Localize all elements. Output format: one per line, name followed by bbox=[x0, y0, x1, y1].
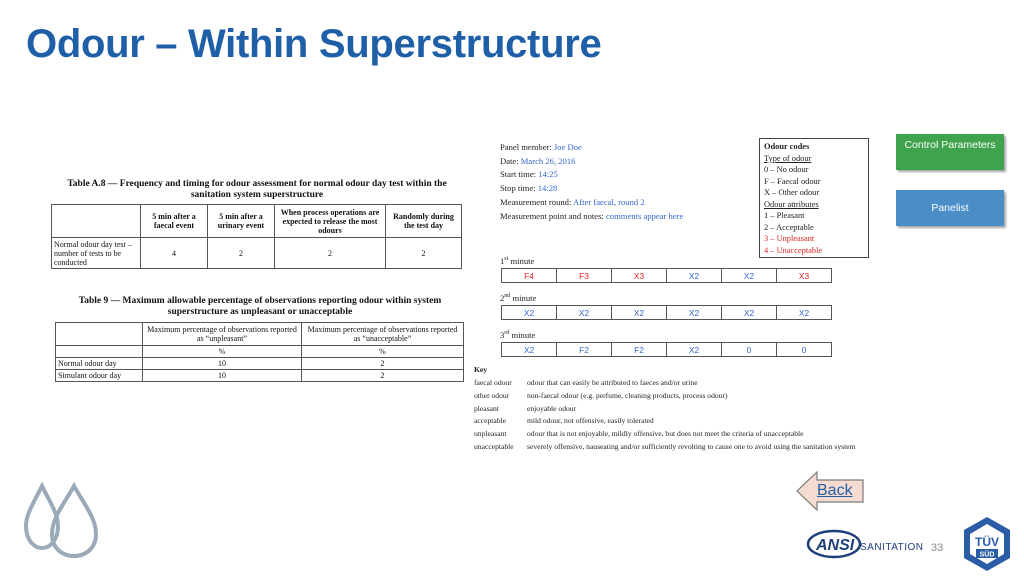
start-time-line bbox=[500, 168, 683, 182]
page-number: 33 bbox=[931, 542, 944, 554]
table-cell: 2 bbox=[302, 358, 464, 370]
table-units-row bbox=[56, 346, 464, 358]
water-drops-icon bbox=[22, 478, 102, 562]
table-header-row bbox=[52, 205, 462, 238]
tuv-sud-logo-icon bbox=[958, 515, 1016, 573]
grid-cell: X2 bbox=[722, 269, 777, 283]
grid-cell: X2 bbox=[502, 343, 557, 357]
table-cell: 2 bbox=[386, 238, 462, 269]
key-term: unacceptable bbox=[474, 441, 514, 451]
grid-cell: 0 bbox=[722, 343, 777, 357]
table-9 bbox=[55, 322, 464, 382]
stop-time-line bbox=[500, 182, 683, 196]
grid-cell: 0 bbox=[777, 343, 832, 357]
control-parameters-button[interactable]: Control Parameters bbox=[896, 134, 1004, 170]
point-label: Measurement point and notes: bbox=[500, 210, 604, 221]
key-term: faecal odour bbox=[474, 378, 512, 387]
table-cell: % bbox=[302, 346, 464, 358]
table-cell: 2 bbox=[275, 238, 386, 269]
key-row bbox=[474, 377, 899, 390]
key-definition: mild odour, not offensive, easily tolerated bbox=[527, 416, 654, 426]
odour-attr-item: 1 – Pleasant bbox=[764, 211, 805, 220]
key-definition: severely offensive, nauseating and/or sufficiently revolting to cause one to avoid using the sanitation system bbox=[527, 441, 856, 451]
minute-label: 2nd minute bbox=[500, 293, 537, 303]
type-of-odour-title: Type of odour bbox=[764, 153, 812, 163]
grid-cell: X2 bbox=[667, 269, 722, 283]
table-cell: % bbox=[143, 346, 302, 358]
key-definition: enjoyable odour bbox=[527, 403, 577, 413]
date-line bbox=[500, 155, 683, 169]
key-term: acceptable bbox=[474, 416, 507, 426]
start-time-value: 14:25 bbox=[538, 169, 558, 180]
table-cell: 10 bbox=[143, 370, 302, 382]
key-title: Key bbox=[474, 365, 488, 374]
table-cell: 10 bbox=[143, 358, 302, 370]
date-label: Date: bbox=[500, 155, 519, 166]
minute-label: 1st minute bbox=[500, 256, 535, 266]
table-cell: Simulant odour day bbox=[56, 370, 143, 382]
table-cell: Normal odour day bbox=[56, 358, 143, 370]
table-header-row bbox=[56, 323, 464, 346]
odour-codes-title: Odour codes bbox=[764, 142, 810, 151]
point-line bbox=[500, 210, 683, 224]
odour-attr-item: 3 – Unpleasant bbox=[764, 234, 815, 243]
stop-time-label: Stop time: bbox=[500, 183, 536, 194]
key-term: other odour bbox=[474, 390, 510, 400]
table-header-cell: Maximum percentage of observations reported as “unacceptable” bbox=[302, 323, 464, 346]
minute-grid bbox=[501, 305, 832, 320]
table-row bbox=[502, 343, 832, 357]
key-row bbox=[474, 428, 899, 441]
panel-member-line bbox=[500, 141, 683, 155]
table-row bbox=[56, 358, 464, 370]
table-header-cell: 5 min after a urinary event bbox=[208, 205, 275, 238]
grid-cell: X2 bbox=[502, 306, 557, 320]
table-a8 bbox=[51, 204, 462, 269]
panel-member-value: Joe Doe bbox=[553, 142, 582, 152]
table-row bbox=[52, 238, 462, 269]
key-row bbox=[474, 403, 899, 416]
tuv-text: TÜV bbox=[975, 535, 999, 549]
panelist-button[interactable]: Panelist bbox=[896, 190, 1004, 226]
key-term: pleasant bbox=[474, 403, 499, 413]
grid-cell: F4 bbox=[502, 269, 557, 283]
sanitation-label: SANITATION bbox=[860, 542, 924, 553]
key-row bbox=[474, 415, 899, 428]
grid-cell: X3 bbox=[612, 269, 667, 283]
grid-cell: X2 bbox=[777, 306, 832, 320]
table-header-cell: Maximum percentage of observations reported as “unpleasant” bbox=[143, 323, 302, 346]
grid-cell: X2 bbox=[557, 306, 612, 320]
key-definition: odour that can easily be attributed to faeces and/or urine bbox=[527, 378, 698, 387]
table-header-cell bbox=[56, 323, 143, 346]
panel-info bbox=[500, 141, 683, 223]
table-row bbox=[56, 370, 464, 382]
table-header-cell: 5 min after a faecal event bbox=[141, 205, 208, 238]
stop-time-value: 14:28 bbox=[537, 183, 558, 194]
grid-cell: F2 bbox=[557, 343, 612, 357]
key-definition: non-faecal odour (e.g. perfume, cleaning products, process odour) bbox=[527, 390, 728, 400]
table-a8-caption: Table A.8 — Frequency and timing for odour assessment for normal odour day test within the sanitation system superstructure bbox=[67, 179, 447, 200]
grid-cell: X2 bbox=[667, 306, 722, 320]
grid-cell: X3 bbox=[777, 269, 832, 283]
ansi-logo-text: ANSI bbox=[816, 537, 855, 554]
table-header-cell: Randomly during the test day bbox=[386, 205, 462, 238]
minute-grid bbox=[501, 342, 832, 357]
grid-cell: F3 bbox=[557, 269, 612, 283]
key-section bbox=[474, 365, 899, 454]
table-cell: 2 bbox=[302, 370, 464, 382]
table-row bbox=[502, 306, 832, 320]
round-line bbox=[500, 196, 683, 210]
grid-cell: X2 bbox=[722, 306, 777, 320]
key-row bbox=[474, 441, 899, 454]
key-definition: odour that is not enjoyable, mildly offensive, but does not meet the criteria of unacceptable bbox=[527, 429, 804, 439]
key-row bbox=[474, 390, 899, 403]
odour-attr-item: 2 – Acceptable bbox=[764, 222, 814, 232]
table-header-cell: When process operations are expected to release the most odours bbox=[275, 205, 386, 238]
grid-cell: X2 bbox=[612, 306, 667, 320]
panel-member-label: Panel member: bbox=[500, 142, 552, 152]
date-value: March 26, 2016 bbox=[520, 155, 576, 166]
start-time-label: Start time: bbox=[500, 169, 537, 180]
odour-attr-item: 4 – Unacceptable bbox=[764, 245, 823, 255]
minute-grid bbox=[501, 268, 832, 283]
grid-cell: F2 bbox=[612, 343, 667, 357]
odour-attributes-title: Odour attributes bbox=[764, 199, 819, 209]
table-cell: 2 bbox=[208, 238, 275, 269]
table-9-caption: Table 9 — Maximum allowable percentage of observations reporting odour within system superstructure as unpleasant or unacceptable bbox=[78, 296, 442, 317]
odour-type-item: F – Faecal odour bbox=[764, 176, 821, 186]
back-button[interactable]: Back bbox=[817, 482, 853, 499]
table-cell: Normal odour day test – number of tests to be conducted bbox=[52, 238, 141, 269]
point-value: comments appear here bbox=[605, 210, 684, 221]
table-header-cell bbox=[52, 205, 141, 238]
round-label: Measurement round: bbox=[500, 196, 572, 207]
page-title: Odour – Within Superstructure bbox=[26, 22, 602, 66]
minute-label: 3rd minute bbox=[500, 330, 536, 340]
table-cell bbox=[56, 346, 143, 358]
odour-codes-box bbox=[759, 138, 869, 258]
ansi-logo-icon bbox=[806, 526, 862, 562]
table-cell: 4 bbox=[141, 238, 208, 269]
round-value: After faecal, round 2 bbox=[573, 196, 645, 207]
table-row bbox=[502, 269, 832, 283]
odour-type-item: 0 – No odour bbox=[764, 165, 809, 174]
key-term: unpleasant bbox=[474, 429, 507, 439]
grid-cell: X2 bbox=[667, 343, 722, 357]
odour-type-item: X – Other odour bbox=[764, 188, 820, 197]
sud-text: SÜD bbox=[979, 551, 995, 559]
